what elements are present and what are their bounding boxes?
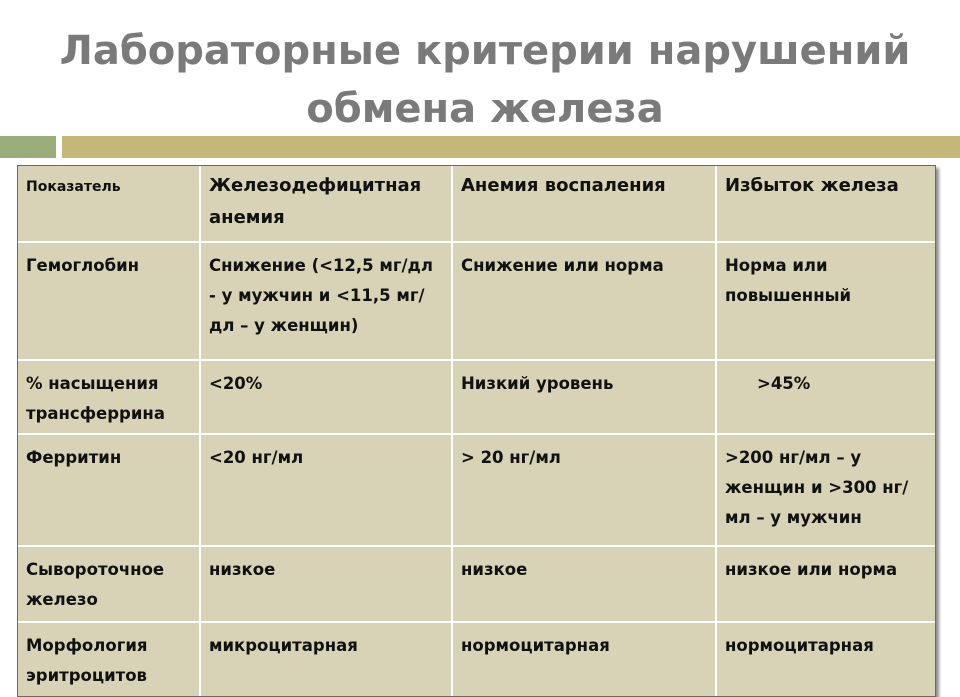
header-cell-iron-overload: Избыток железа: [716, 166, 935, 242]
table-cell: <20%: [200, 360, 452, 434]
header-cell-iron-deficiency: Железодефицитная анемия: [200, 166, 452, 242]
table-cell: Морфология эритроцитов: [18, 622, 200, 696]
table-row: [18, 242, 935, 360]
table-row: [18, 434, 935, 546]
table-header-row: [18, 166, 935, 242]
table-row: [18, 622, 935, 696]
table-row: [18, 546, 935, 622]
table-cell: низкое: [200, 546, 452, 622]
accent-bar-gold: [62, 136, 960, 158]
table-cell: Ферритин: [18, 434, 200, 546]
table-cell: нормоцитарная: [452, 622, 716, 696]
criteria-table: [17, 165, 936, 697]
table-cell: Низкий уровень: [452, 360, 716, 434]
table-cell: нормоцитарная: [716, 622, 935, 696]
criteria-table-grid: [18, 166, 935, 696]
title-line-1: Лабораторные критерии нарушений: [59, 28, 911, 74]
table-cell: Сывороточное железо: [18, 546, 200, 622]
header-cell-parameter: Показатель: [18, 166, 200, 242]
table-row: [18, 360, 935, 434]
table-cell: % насыщения трансферрина: [18, 360, 200, 434]
table-cell: > 20 нг/мл: [452, 434, 716, 546]
table-cell: >200 нг/мл – у женщин и >300 нг/мл – у мужчин: [716, 434, 935, 546]
table-cell: Норма или повышенный: [716, 242, 935, 360]
table-cell: микроцитарная: [200, 622, 452, 696]
header-cell-inflammation: Анемия воспаления: [452, 166, 716, 242]
table-cell: Снижение или норма: [452, 242, 716, 360]
title-line-2: обмена железа: [306, 86, 664, 132]
table-cell: Снижение (<12,5 мг/дл - у мужчин и <11,5 мг/дл – у женщин): [200, 242, 452, 360]
table-cell: Гемоглобин: [18, 242, 200, 360]
page-title: [0, 22, 960, 138]
table-cell: >45%: [716, 360, 935, 434]
table-cell: низкое или норма: [716, 546, 935, 622]
table-cell: <20 нг/мл: [200, 434, 452, 546]
table-cell: низкое: [452, 546, 716, 622]
accent-bar-green: [0, 136, 56, 158]
